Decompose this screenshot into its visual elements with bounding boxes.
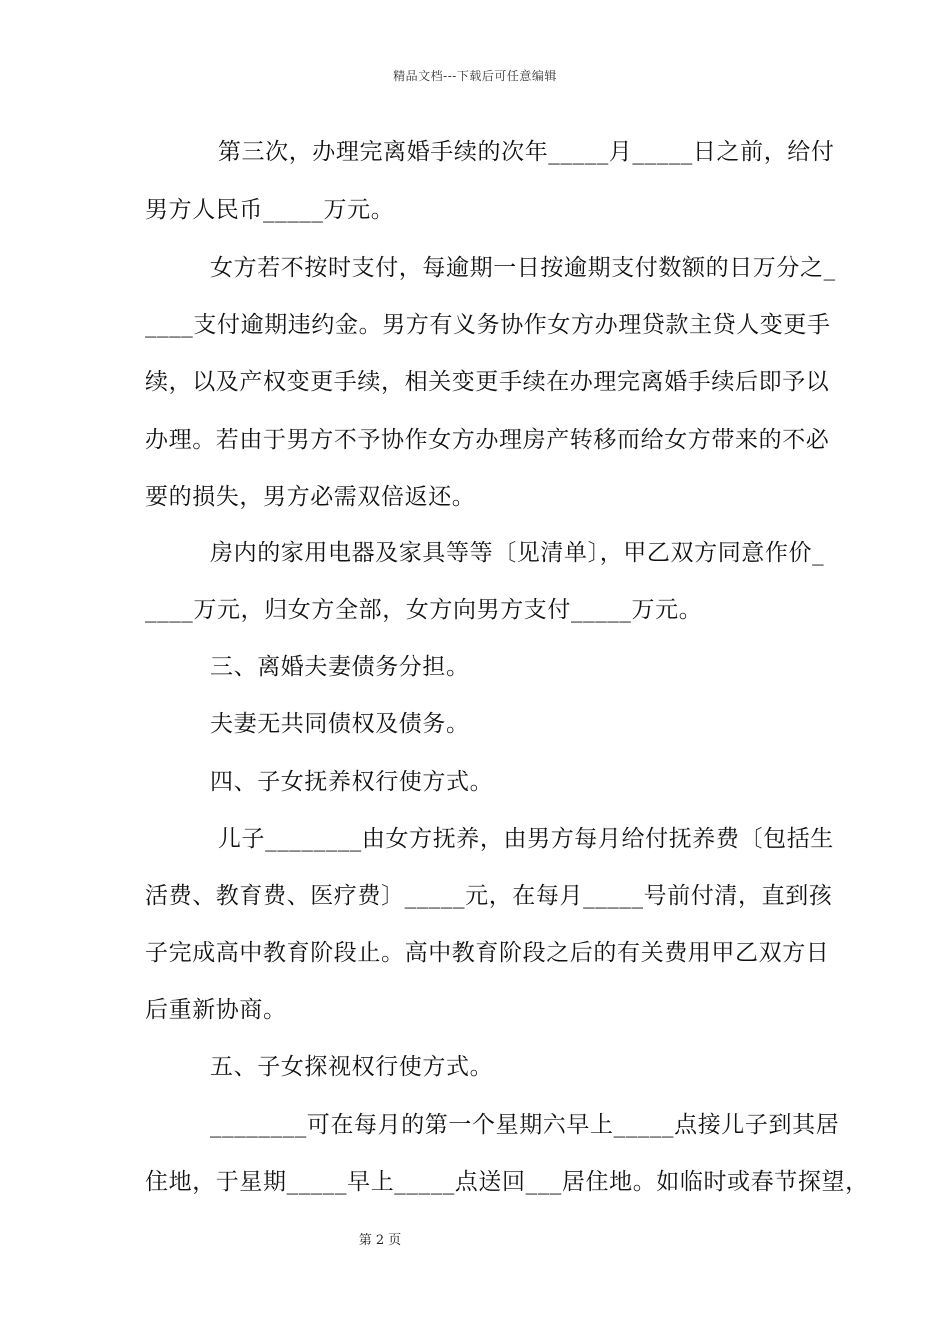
page-footer: 第 2 页 [358, 1233, 402, 1248]
section-heading: 四、子女抚养权行使方式。 [210, 769, 494, 795]
section-heading: 三、离婚夫妻债务分担。 [210, 654, 470, 680]
section-heading: 五、子女探视权行使方式。 [210, 1054, 494, 1080]
paragraph-line: ____支付逾期违约金。男方有义务协作女方办理贷款主贷人变更手 [145, 312, 831, 338]
paragraph-line: ____万元，归女方全部，女方向男方支付_____万元。 [145, 597, 703, 623]
paragraph-line: 男方人民币_____万元。 [145, 197, 395, 223]
paragraph-line: 住地，于星期_____早上_____点送回___居住地。如临时或春节探望， [145, 1169, 869, 1195]
paragraph-line: 办理。若由于男方不予协作女方办理房产转移而给女方带来的不必 [145, 427, 830, 453]
page-header: 精品文档---下载后可任意编辑 [393, 69, 557, 83]
paragraph-line: 女方若不按时支付，每逾期一日按逾期支付数额的日万分之_ [210, 255, 836, 281]
paragraph-line: 第三次，办理完离婚手续的次年_____月_____日之前，给付 [210, 139, 835, 165]
paragraph-line: 活费、教育费、医疗费〕_____元，在每月_____号前付清，直到孩 [145, 883, 833, 909]
paragraph-line: 儿子________由女方抚养，由男方每月给付抚养费〔包括生 [210, 826, 834, 852]
paragraph-line: 续，以及产权变更手续，相关变更手续在办理完离婚手续后即予以 [145, 369, 830, 395]
paragraph-line: 子完成高中教育阶段止。高中教育阶段之后的有关费用甲乙双方日 [145, 940, 830, 966]
paragraph-line: 房内的家用电器及家具等等〔见清单〕，甲乙双方同意作价_ [210, 540, 825, 566]
paragraph-line: 要的损失，男方必需双倍返还。 [145, 484, 476, 510]
paragraph-line: ________可在每月的第一个星期六早上_____点接儿子到其居 [210, 1112, 840, 1138]
paragraph-line: 后重新协商。 [145, 997, 287, 1023]
paragraph-line: 夫妻无共同债权及债务。 [210, 711, 470, 737]
